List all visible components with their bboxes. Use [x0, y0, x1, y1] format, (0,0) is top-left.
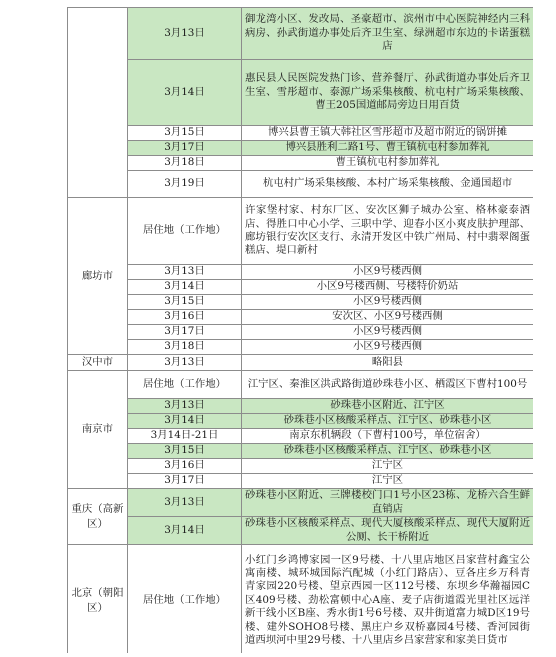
date-cell: 3月17日: [128, 141, 242, 156]
place-cell: 江宁区、秦淮区洪武路街道砂珠巷小区、栖霞区下曹村100号: [242, 371, 534, 399]
table-row: [68, 517, 534, 545]
date-cell: 3月17日: [128, 325, 242, 340]
place-cell: 博兴县胜利二路1号、曹王镇杭屯村参加葬礼: [242, 141, 534, 156]
date-cell: 居住地（工作地）: [128, 545, 242, 654]
date-cell: 3月19日: [128, 171, 242, 198]
date-cell: 居住地（工作地）: [128, 371, 242, 399]
table-row: [68, 489, 534, 517]
table-row: [68, 156, 534, 171]
date-cell: 居住地（工作地）: [128, 198, 242, 265]
date-cell: 3月15日: [128, 295, 242, 310]
table-row: [68, 355, 534, 371]
date-cell: 3月13日: [128, 355, 242, 371]
place-cell: 砂珠巷小区核酸采样点、江宁区、砂珠巷小区: [242, 444, 534, 459]
date-cell: 3月16日: [128, 310, 242, 325]
table-row: [68, 198, 534, 265]
place-cell: 小红门乡鸿博家园一区9号楼、十八里店地区吕家营村鑫宝公寓南楼、城环城国际汽配城（小红门路店）、豆各庄乡万科青青家园220号楼、望京西园一区112号楼、东坝乡华瀚福园C区409号楼、劲松富顿中心A座、麦子店街道霞光里社区远洋新干线小区B座、秀水街1号6号楼、双井街道富力城D区19号楼、建外SOHO8号楼、黑庄户乡双桥嘉园4号楼、香河园街道西坝河中里29号楼、十八里店乡吕家营家和家美日货市: [242, 545, 534, 654]
date-cell: 3月14日: [128, 280, 242, 295]
date-cell: 3月17日: [128, 474, 242, 489]
table-row: [68, 444, 534, 459]
itinerary-table: [67, 7, 533, 653]
table-row: [68, 60, 534, 126]
place-cell: 砂珠巷小区核酸采样点、现代大厦核酸采样点、现代大厦附近公厕、长干桥附近: [242, 517, 534, 545]
table-row: [68, 141, 534, 156]
place-cell: 安次区、小区9号楼西侧: [242, 310, 534, 325]
place-cell: 博兴县曹王镇大韩社区雪彤超市及超市附近的锅饼摊: [242, 126, 534, 141]
place-cell: 砂珠巷小区核酸采样点、江宁区、砂珠巷小区: [242, 414, 534, 429]
city-cell: 廊坊市: [68, 198, 128, 355]
date-cell: 3月18日: [128, 156, 242, 171]
date-cell: 3月13日: [128, 265, 242, 280]
place-cell: 小区9号楼西侧、号楼特价奶站: [242, 280, 534, 295]
place-cell: 小区9号楼西侧: [242, 265, 534, 280]
place-cell: 小区9号楼西侧: [242, 325, 534, 340]
table-row: [68, 280, 534, 295]
table-row: [68, 474, 534, 489]
city-cell: 汉中市: [68, 355, 128, 371]
date-cell: 3月15日: [128, 444, 242, 459]
table-row: [68, 545, 534, 654]
place-cell: 曹王镇杭屯村参加葬礼: [242, 156, 534, 171]
table-row: [68, 414, 534, 429]
itinerary-table-container: [67, 7, 533, 653]
place-cell: 江宁区: [242, 474, 534, 489]
place-cell: 惠民县人民医院发热门诊、营养餐厅、孙武街道办事处后齐卫生室、雪彤超市、泰源广场采集核酸、杭屯村广场采集核酸、曹王205国道邮局旁边日用百货: [242, 60, 534, 126]
city-cell: [68, 8, 128, 198]
table-row: [68, 371, 534, 399]
table-row: [68, 459, 534, 474]
place-cell: 小区9号楼西侧: [242, 295, 534, 310]
place-cell: 南京东机辆段（下曹村100号，单位宿舍）: [242, 429, 534, 444]
place-cell: 砂珠巷小区附近、三牌楼校门口1号小区23栋、龙桥六合生鲜直销店: [242, 489, 534, 517]
date-cell: 3月14日-21日: [128, 429, 242, 444]
table-row: [68, 325, 534, 340]
place-cell: 杭屯村广场采集核酸、本村广场采集核酸、金通国超市: [242, 171, 534, 198]
place-cell: 江宁区: [242, 459, 534, 474]
table-row: [68, 429, 534, 444]
table-row: [68, 171, 534, 198]
table-row: [68, 265, 534, 280]
place-cell: 许家堡村家、村东厂区、安次区狮子城办公室、格林豪泰酒店、得胜口中心小学、三职中学、迎春小区小爽皮肤护理部、廊坊银行安次区支行、永清开发区中铁广州局、村中翡翠阁蛋糕店、堤口新村: [242, 198, 534, 265]
city-cell: 重庆（高新区）: [68, 489, 128, 545]
date-cell: 3月16日: [128, 459, 242, 474]
place-cell: 砂珠巷小区附近、江宁区: [242, 399, 534, 414]
table-row: [68, 126, 534, 141]
date-cell: 3月13日: [128, 399, 242, 414]
table-row: [68, 340, 534, 355]
place-cell: 御龙湾小区、发改局、圣豪超市、滨州市中心医院神经内三科病房、孙武街道办事处后齐卫生室、绿洲超市东边的卡诺蛋糕店: [242, 8, 534, 60]
city-cell: 北京（朝阳区）: [68, 545, 128, 654]
place-cell: 略阳县: [242, 355, 534, 371]
date-cell: 3月14日: [128, 414, 242, 429]
date-cell: 3月13日: [128, 8, 242, 60]
date-cell: 3月14日: [128, 517, 242, 545]
table-row: [68, 399, 534, 414]
date-cell: 3月13日: [128, 489, 242, 517]
date-cell: 3月15日: [128, 126, 242, 141]
place-cell: 小区9号楼西侧: [242, 340, 534, 355]
table-row: [68, 295, 534, 310]
table-row: [68, 8, 534, 60]
table-row: [68, 310, 534, 325]
date-cell: 3月14日: [128, 60, 242, 126]
date-cell: 3月18日: [128, 340, 242, 355]
city-cell: 南京市: [68, 371, 128, 489]
